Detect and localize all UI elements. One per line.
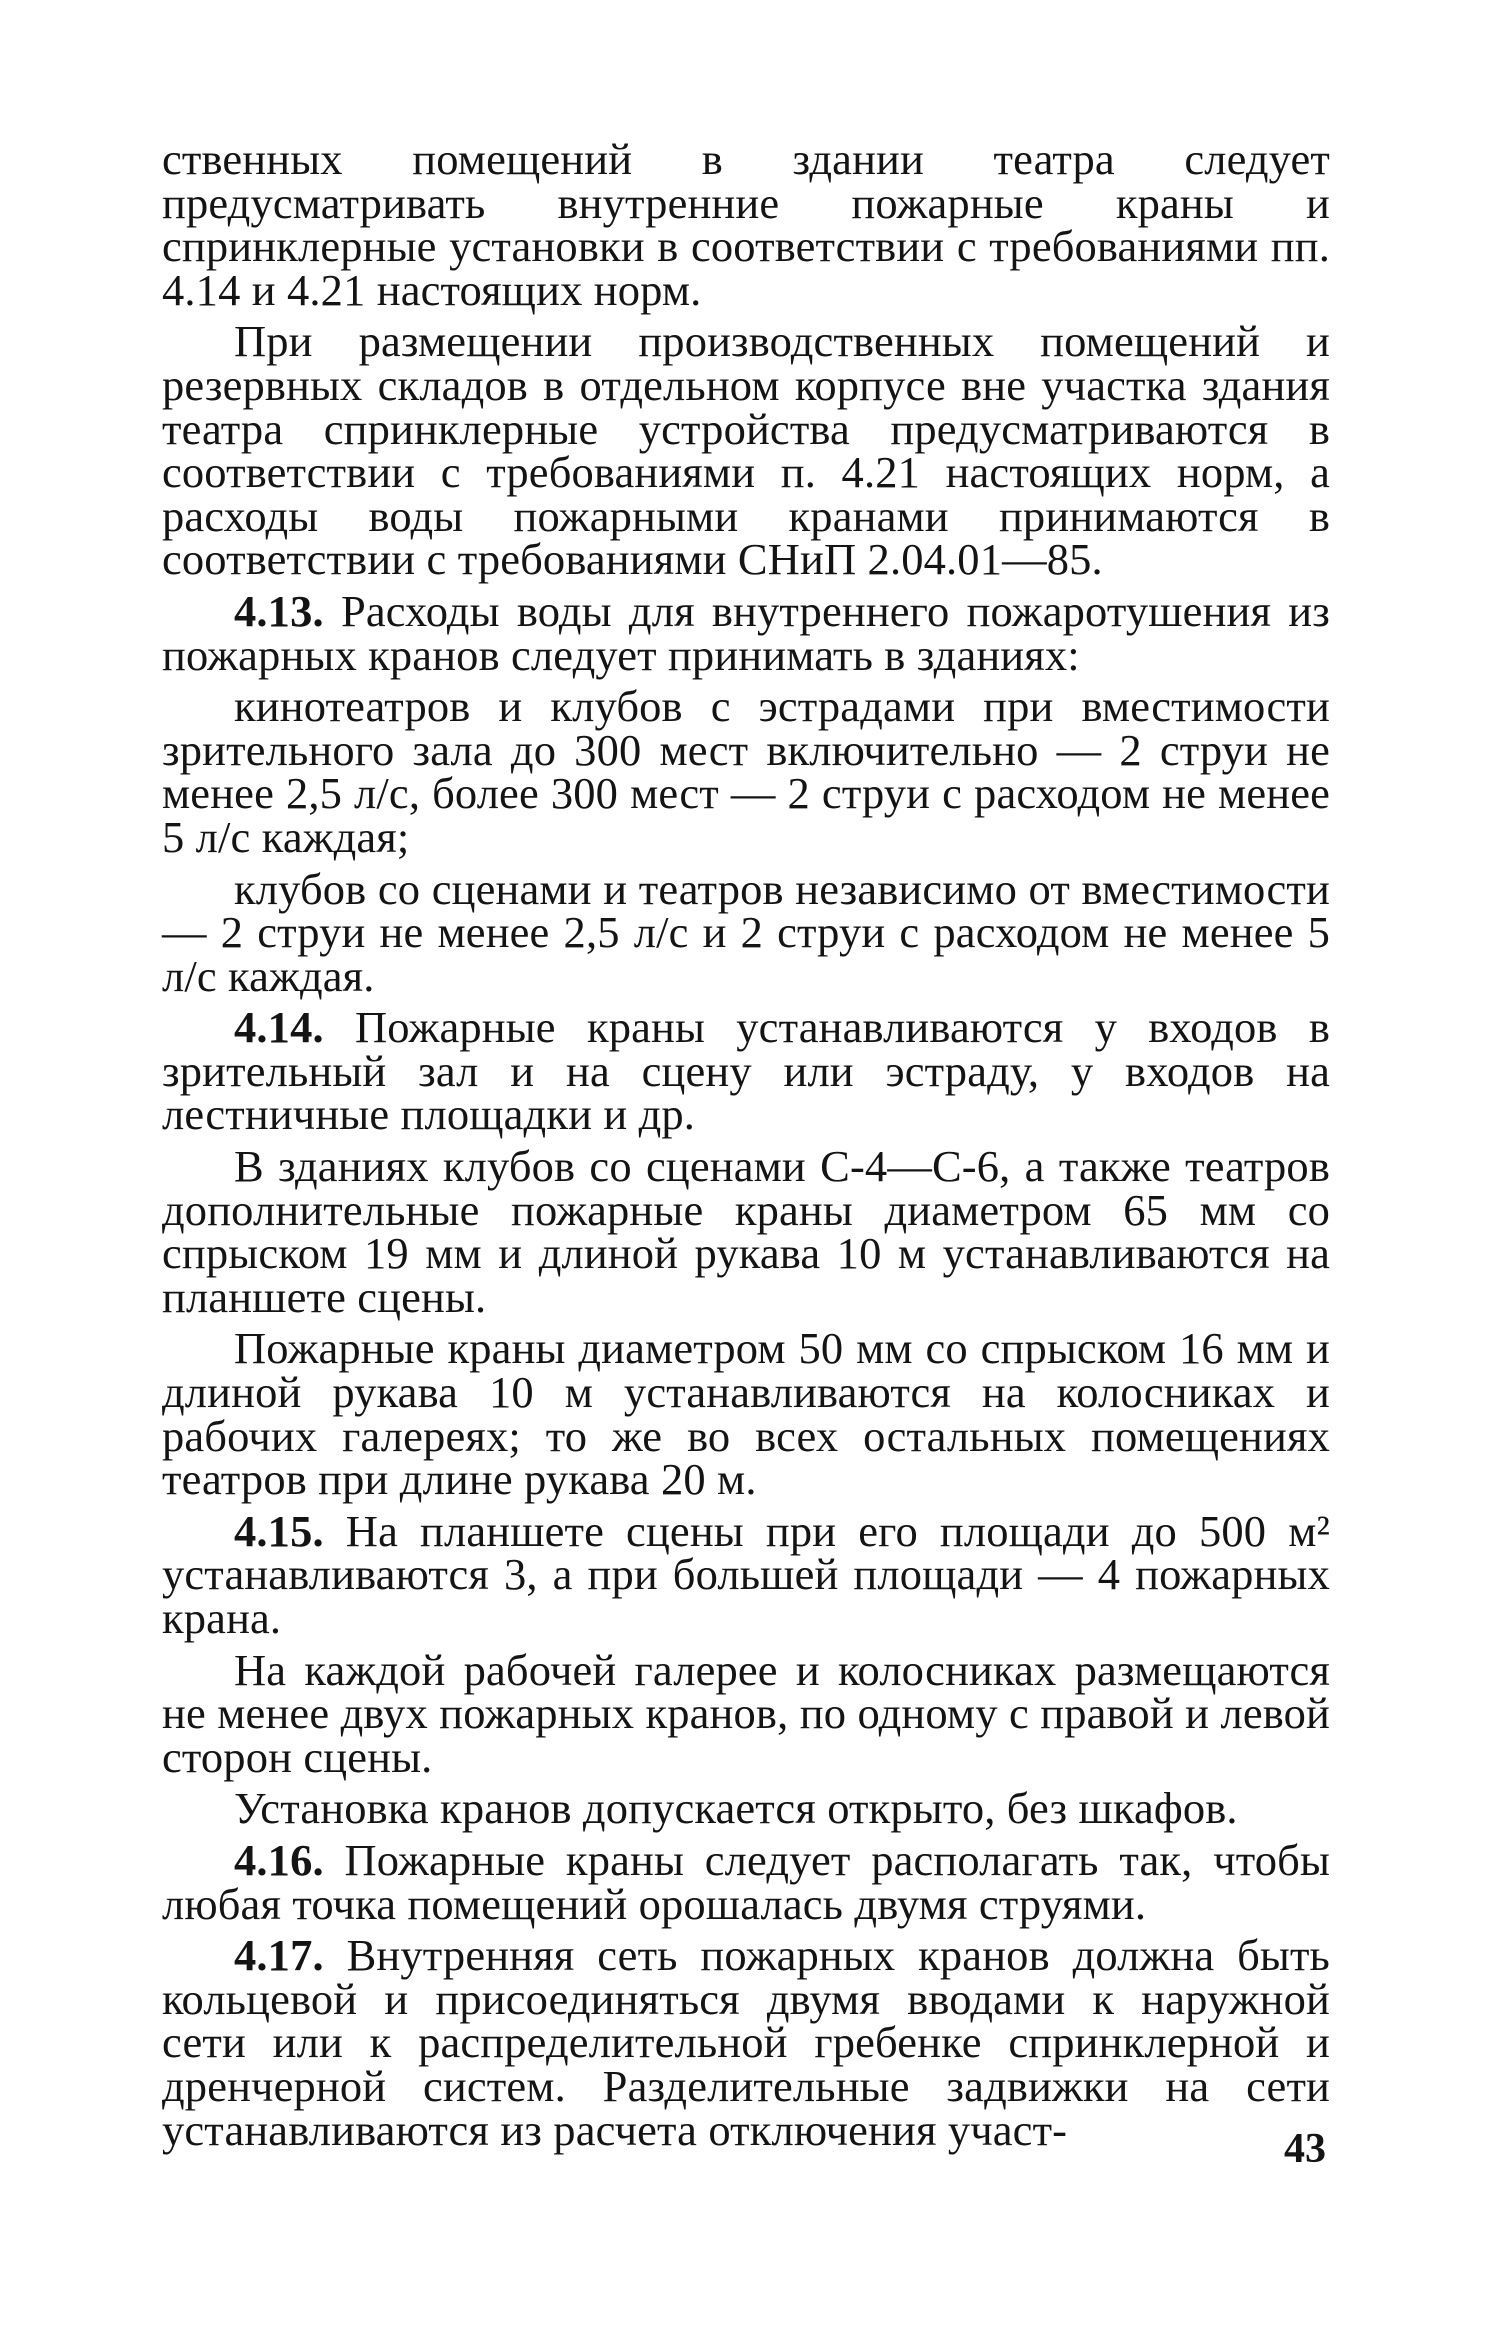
clause-text: Расходы воды для внутреннего пожаротушения из пожарных кранов следует принимать в зданиях: (162, 585, 1330, 680)
clause-4-13 (162, 585, 1330, 680)
paragraph-text: Установка кранов допускается открыто, без шкафов. (234, 1783, 1238, 1834)
paragraph-text: Пожарные краны диаметром 50 мм со спрыском 16 мм и длиной рукава 10 м устанавливаются на колосниках и рабочих галереях; то же во всех остальных помещениях театров при длине рукава 20 м. (162, 1323, 1330, 1505)
clause-text: Пожарные краны следует располагать так, чтобы любая точка помещений орошалась двумя струями. (162, 1834, 1330, 1929)
paragraph-galleries-hydrants (162, 1323, 1330, 1505)
paragraph-open-installation (162, 1783, 1330, 1834)
clause-text: Внутренняя сеть пожарных кранов должна быть кольцевой и присоединяться двумя вводами к наружной сети или к распределительной гребенке спринклерной и дренчерной систем. Разделительные задвижки на сети устанавливаются из расчета отключения участ- (162, 1930, 1330, 2155)
paragraph-text: кинотеатров и клубов с эстрадами при вместимости зрительного зала до 300 мест включительно — 2 струи не менее 2,5 л/с, более 300 мест — 2 струи с расходом не менее 5 л/с каждая; (162, 681, 1330, 862)
paragraph-gallery-placement (162, 1644, 1330, 1782)
clause-number: 4.17. (234, 1930, 324, 1981)
clause-4-16 (162, 1834, 1330, 1929)
paragraph-text: клубов со сценами и театров независимо от вместимости — 2 струи не менее 2,5 л/с и 2 струи с расходом не менее 5 л/с каждая. (162, 863, 1330, 1001)
paragraph-production-premises (162, 316, 1330, 585)
document-body (162, 134, 1330, 2155)
clause-number: 4.13. (234, 585, 324, 636)
clause-number: 4.15. (234, 1505, 324, 1556)
clause-number: 4.14. (234, 1002, 324, 1053)
clause-text: Пожарные краны устанавливаются у входов в зрительный зал и на сцену или эстраду, у входов на лестничные площадки и др. (162, 1002, 1330, 1140)
paragraph-clubs-theatres (162, 863, 1330, 1001)
paragraph-text: На каждой рабочей галерее и колосниках размещаются не менее двух пожарных кранов, по одному с правой и левой сторон сцены. (162, 1644, 1330, 1782)
paragraph-text: ственных помещений в здании театра следует предусматривать внутренние пожарные краны и спринклерные установки в соответствии с требованиями пп. 4.14 и 4.21 настоящих норм. (162, 134, 1330, 315)
page-number: 43 (1284, 2126, 1326, 2172)
paragraph-text: При размещении производственных помещений и резервных складов в отдельном корпусе вне участка здания театра спринклерные устройства предусматриваются в соответствии с требованиями п. 4.21 настоящих норм, а расходы воды пожарными кранами принимаются в соответствии с требованиями СНиП 2.04.01—85. (162, 316, 1330, 585)
paragraph-stage-hydrants (162, 1141, 1330, 1322)
paragraph-cinemas (162, 681, 1330, 862)
clause-4-14 (162, 1002, 1330, 1140)
paragraph-continuation (162, 134, 1330, 315)
clause-4-15 (162, 1505, 1330, 1643)
paragraph-text: В зданиях клубов со сценами С-4—С-6, а также театров дополнительные пожарные краны диаметром 65 мм со спрыском 19 мм и длиной рукава 10 м устанавливаются на планшете сцены. (162, 1141, 1330, 1322)
clause-text: На планшете сцены при его площади до 500 м² устанавливаются 3, а при большей площади — 4 пожарных крана. (162, 1505, 1330, 1643)
clause-4-17 (162, 1930, 1330, 2155)
clause-number: 4.16. (234, 1834, 324, 1885)
